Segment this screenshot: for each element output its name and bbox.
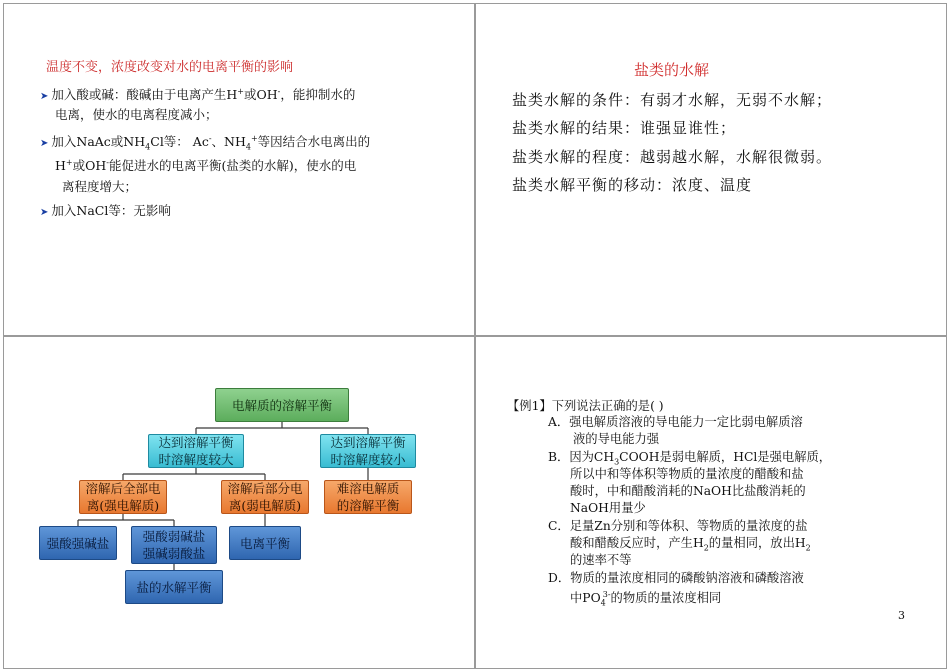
q2-line-3: 盐类水解的程度：越弱越水解，水解很微弱。 bbox=[512, 148, 833, 166]
concept-strong-acid-strong-base-salt: 强酸强碱盐 bbox=[39, 526, 117, 560]
q1-bullet-1-cont: 电离，使水的电离程度减小； bbox=[55, 107, 218, 122]
concept-root: 电解质的溶解平衡 bbox=[215, 388, 349, 422]
concept-mixed-salts: 强酸弱碱盐 强碱弱酸盐 bbox=[131, 526, 217, 564]
q2-line-2: 盐类水解的结果：谁强显谁性； bbox=[512, 119, 737, 137]
q4-question: 【例1】下列说法正确的是( ) bbox=[507, 399, 664, 413]
concept-ionization-equilibrium: 电离平衡 bbox=[229, 526, 301, 560]
concept-insoluble-equilibrium: 难溶电解质 的溶解平衡 bbox=[324, 480, 412, 514]
q4-option-c-line2: 酸和醋酸反应时，产生$H_2$的量相同，放出$H_2$ bbox=[570, 536, 811, 553]
arrow-bullet-icon: ➤ bbox=[40, 91, 49, 103]
q2-line-4: 盐类水解平衡的移动：浓度、温度 bbox=[512, 176, 753, 194]
q4-option-d-line2: 中$PO_4^{3-}$的物质的量浓度相同 bbox=[570, 590, 722, 608]
concept-weak-electrolyte: 溶解后部分电 离(弱电解质) bbox=[221, 480, 309, 514]
q4-option-d-line1: D．物质的量浓度相同的磷酸钠溶液和磷酸溶液 bbox=[548, 571, 804, 585]
arrow-bullet-icon: ➤ bbox=[40, 207, 49, 218]
arrow-bullet-icon: ➤ bbox=[40, 138, 49, 150]
q1-bullet-2-cont2: 离程度增大； bbox=[62, 179, 138, 194]
concept-dissolution-high: 达到溶解平衡 时溶解度较大 bbox=[148, 434, 244, 468]
q2-line-1: 盐类水解的条件：有弱才水解，无弱不水解； bbox=[512, 91, 833, 109]
q2-title: 盐类的水解 bbox=[634, 61, 710, 79]
page-number: 3 bbox=[898, 609, 905, 622]
concept-strong-electrolyte: 溶解后全部电 离(强电解质) bbox=[79, 480, 167, 514]
q4-option-a-line2: 液的导电能力强 bbox=[573, 432, 660, 446]
q4-option-b-line4: NaOH用量少 bbox=[570, 501, 646, 515]
q4-option-b-line1: B．因为$CH_3COOH$是弱电解质，HCl是强电解质， bbox=[548, 450, 832, 467]
q4-option-b-line2: 所以中和等体积等物质的量浓度的醋酸和盐 bbox=[570, 467, 804, 481]
q4-option-c-line1: C．足量Zn分别和等体积、等物质的量浓度的盐 bbox=[548, 519, 808, 533]
q4-option-b-line3: 酸时，中和醋酸消耗的NaOH比盐酸消耗的 bbox=[570, 484, 806, 498]
q1-bullet-2: ➤ 加入NaAc或$NH_4Cl$等： Ac-、$NH_4^+$等因结合水电离出的 bbox=[40, 134, 371, 152]
q4-option-a-line1: A．强电解质溶液的导电能力一定比弱电解质溶 bbox=[548, 415, 803, 429]
q1-bullet-2-cont: H+或OH-能促进水的电离平衡(盐类的水解)，使水的电 bbox=[55, 158, 357, 174]
q4-option-c-line3: 的速率不等 bbox=[570, 553, 632, 567]
concept-dissolution-low: 达到溶解平衡 时溶解度较小 bbox=[320, 434, 416, 468]
concept-salt-hydrolysis: 盐的水解平衡 bbox=[125, 570, 223, 604]
q1-title: 温度不变，浓度改变对水的电离平衡的影响 bbox=[46, 60, 294, 75]
q1-bullet-3: ➤ 加入NaCl等：无影响 bbox=[40, 203, 171, 218]
q1-bullet-1: ➤ 加入酸或碱：酸碱由于电离产生H+或OH-，能抑制水的 bbox=[40, 87, 356, 103]
